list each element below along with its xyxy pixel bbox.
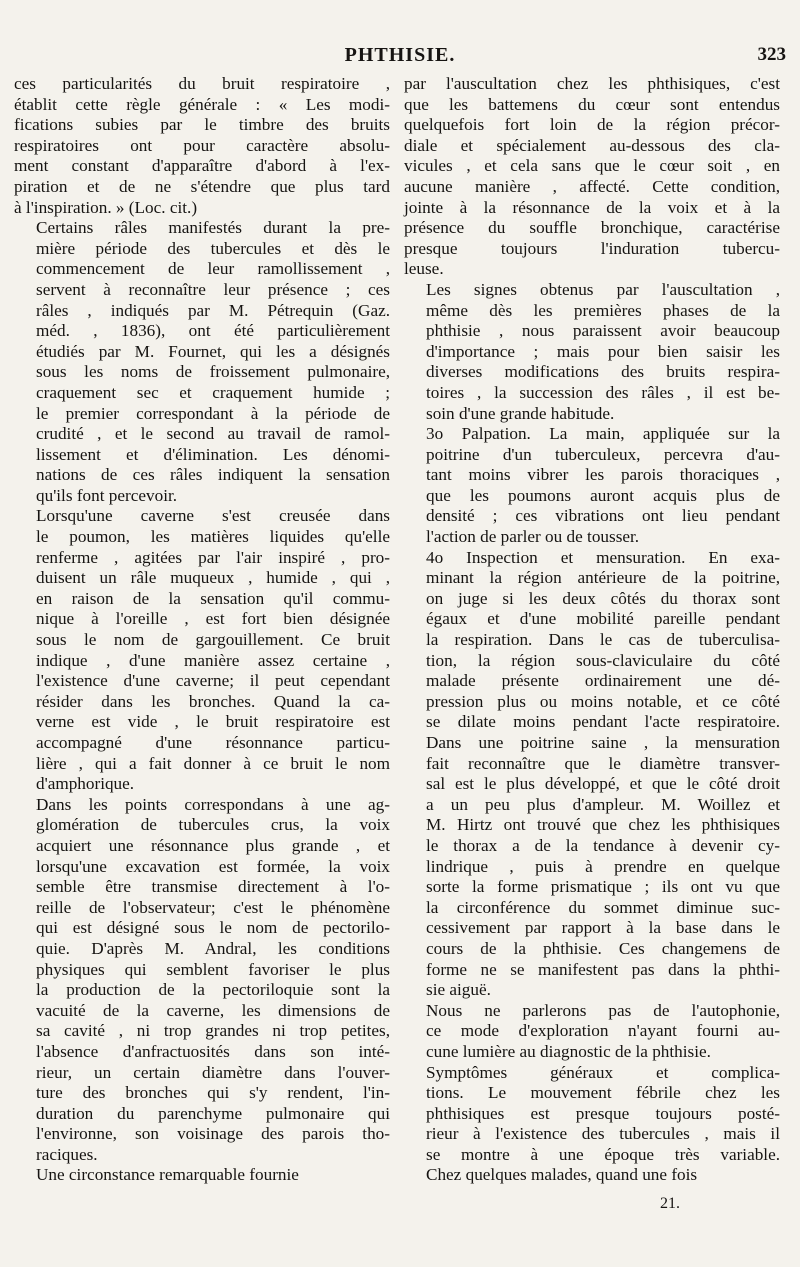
- paragraph: [404, 424, 780, 548]
- text-line: physiques qui semblent favoriser le plus: [36, 959, 390, 979]
- text-line: phthisiques est presque toujours posté-: [426, 1103, 780, 1123]
- text-line: ture des bronches qui s'y rendent, l'in-: [36, 1083, 390, 1103]
- text-line: craquement sec et craquement humide ;: [36, 382, 390, 402]
- text-line: Nous ne parlerons pas de l'autophonie,: [426, 1000, 780, 1020]
- text-line: presque toujours l'induration tubercu-: [404, 238, 780, 258]
- text-line: lissement et d'élimination. Les dénomi-: [36, 444, 390, 464]
- text-line: acquiert une résonnance plus grande , et: [36, 835, 390, 855]
- text-line: pression plus ou moins notable, et ce côté: [426, 691, 780, 711]
- text-line: cune lumière au diagnostic de la phthisie.: [426, 1041, 711, 1061]
- paragraph: [404, 548, 780, 1001]
- text-line: fications subies par le timbre des bruits: [14, 115, 390, 135]
- text-line: établit cette règle générale : « Les modi-: [14, 94, 390, 114]
- text-line: sie aiguë.: [426, 980, 491, 1000]
- running-head: [0, 44, 800, 74]
- text-line: sal est le plus développé, et que le côté droit: [426, 774, 780, 794]
- text-line: rieur à l'existence des tubercules , mais il: [426, 1124, 780, 1144]
- text-line: forme ne se manifestent pas dans la phthi-: [426, 959, 780, 979]
- text-line: sous les noms de froissement pulmonaire,: [36, 362, 390, 382]
- text-line: duration du parenchyme pulmonaire qui: [36, 1103, 390, 1123]
- text-line: Symptômes généraux et complica-: [426, 1062, 780, 1082]
- text-line: soin d'une grande habitude.: [426, 403, 615, 423]
- text-line: tion, la région sous-claviculaire du côté: [426, 650, 780, 670]
- text-line: cessivement par rapport à la base dans le: [426, 918, 780, 938]
- text-line: leuse.: [404, 259, 444, 279]
- text-line: diale et spécialement au-dessous des cla-: [404, 135, 780, 155]
- text-line: duisent un râle muqueux , humide , qui ,: [36, 568, 390, 588]
- text-line: même dès les premières phases de la: [426, 300, 780, 320]
- text-line: fait reconnaître que le diamètre transver-: [426, 753, 780, 773]
- text-line: a un peu plus d'ampleur. M. Woillez et: [426, 794, 780, 814]
- text-line: le poumon, les matières liquides qu'elle: [36, 527, 390, 547]
- text-line: étudiés par M. Fournet, qui les a désignés: [36, 341, 390, 361]
- text-line: M. Hirtz ont trouvé que chez les phthisiques: [426, 815, 780, 835]
- text-line: mière période des tubercules et dès le: [36, 238, 390, 258]
- paragraph: [14, 506, 390, 794]
- text-line: méd. , 1836), ont été particulièrement: [36, 321, 390, 341]
- text-line: Dans une poitrine saine , la mensuration: [426, 733, 780, 752]
- text-line: râles , indiqués par M. Pétrequin (Gaz.: [36, 300, 390, 320]
- text-line: quie. D'après M. Andral, les conditions: [36, 938, 390, 958]
- text-line: renferme , agitées par l'air inspiré , pro-: [36, 547, 390, 567]
- text-line: quelquefois fort loin de la région précor-: [404, 115, 780, 135]
- left-column: [14, 74, 390, 1186]
- text-line: se montre à une époque très variable.: [426, 1144, 780, 1164]
- text-line: sorte la forme prismatique ; ils ont vu que: [426, 877, 780, 897]
- text-line: la circonférence du sommet diminue suc-: [426, 897, 780, 917]
- paragraph: [404, 1063, 780, 1187]
- text-line: nique à l'oreille , est fort bien désignée: [36, 609, 390, 629]
- page-title: PHTHISIE.: [344, 44, 456, 66]
- text-line: vacuité de la caverne, les dimensions de: [36, 1000, 390, 1020]
- text-line: ce mode d'exploration n'ayant fourni au-: [426, 1021, 780, 1041]
- text-line: sous le nom de gargouillement. Ce bruit: [36, 630, 390, 650]
- text-line: respiratoires ont pour caractère absolu-: [14, 135, 390, 155]
- paragraph: [14, 218, 390, 506]
- text-line: toires , la succession des râles , il est be-: [426, 382, 780, 402]
- text-line: ment constant d'apparaître d'abord à l'ex-: [14, 156, 390, 176]
- text-line: égaux et d'une mobilité pareille pendant: [426, 609, 780, 629]
- text-line: on juge si les deux côtés du thorax sont: [426, 588, 780, 608]
- text-line: d'importance ; mais pour bien saisir les: [426, 341, 780, 361]
- text-line: tions. Le mouvement fébrile chez les: [426, 1083, 780, 1103]
- text-line: lindrique , puis à prendre en quelque: [426, 856, 780, 876]
- text-line: sa cavité , ni trop grandes ni trop petites,: [36, 1021, 390, 1041]
- text-line: raciques.: [36, 1144, 98, 1164]
- text-line: qui est désigné sous le nom de pectorilo-: [36, 918, 390, 938]
- text-line: par l'auscultation chez les phthisiques, c'est: [404, 74, 780, 93]
- text-line: aucune manière , affecté. Cette condition,: [404, 176, 780, 196]
- text-line: ces particularités du bruit respiratoire ,: [14, 74, 390, 93]
- signature-mark: 21.: [660, 1195, 680, 1212]
- page-number: 323: [757, 44, 786, 65]
- text-line: la respiration. Dans le cas de tuberculisa-: [426, 630, 780, 650]
- text-line: verne est vide , le bruit respiratoire est: [36, 712, 390, 732]
- text-line: Les signes obtenus par l'auscultation ,: [426, 279, 780, 299]
- text-line: densité ; ces vibrations ont lieu pendant: [426, 506, 780, 526]
- text-line: d'amphorique.: [36, 774, 135, 794]
- text-line: semble être transmise directement à l'o-: [36, 877, 390, 897]
- text-line: qu'ils font percevoir.: [36, 485, 178, 505]
- text-line: rieur, un certain diamètre dans l'ouver-: [36, 1062, 390, 1082]
- paragraph: [404, 280, 780, 424]
- text-line: piration et de ne s'étendre que plus tard: [14, 176, 390, 196]
- text-line: en raison de la sensation qu'il commu-: [36, 588, 390, 608]
- text-line: résider dans les bronches. Quand la ca-: [36, 691, 390, 711]
- text-line: que les poumons auront acquis plus de: [426, 485, 780, 505]
- text-line: le thorax a de la tendance à devenir cy-: [426, 835, 780, 855]
- text-line: Une circonstance remarquable fournie: [36, 1165, 299, 1185]
- paragraph: [14, 795, 390, 1166]
- paragraph: [14, 74, 390, 218]
- text-line: à l'inspiration. » (Loc. cit.): [14, 197, 198, 217]
- paragraph: [404, 74, 780, 280]
- text-line: Dans les points correspondans à une ag-: [36, 794, 390, 814]
- text-line: minant la région antérieure de la poitrine,: [426, 568, 780, 588]
- text-line: reille de l'observateur; c'est le phénomène: [36, 897, 390, 917]
- text-line: vicules , et cela sans que le cœur soit , en: [404, 156, 780, 176]
- text-line: indique , d'une manière assez certaine ,: [36, 650, 390, 670]
- text-line: la production de la pectoriloquie sont la: [36, 980, 390, 1000]
- text-line: l'existence d'une caverne; il peut cependant: [36, 671, 390, 691]
- right-column: [404, 74, 780, 1186]
- text-line: l'absence d'anfractuosités dans son inté-: [36, 1041, 390, 1061]
- text-line: phthisie , nous paraissent avoir beaucoup: [426, 321, 780, 341]
- text-line: l'action de parler ou de tousser.: [426, 527, 640, 547]
- text-line: le premier correspondant à la période de: [36, 403, 390, 423]
- text-line: lorsqu'une excavation est formée, la voix: [36, 856, 390, 876]
- text-line: nations de ces râles indiquent la sensation: [36, 465, 390, 485]
- text-line: commencement de leur ramollissement ,: [36, 259, 390, 279]
- text-line: poitrine d'un tuberculeux, percevra d'au-: [426, 444, 780, 464]
- paragraph: [14, 1165, 390, 1186]
- text-line: lière , qui a fait donner à ce bruit le nom: [36, 753, 390, 773]
- text-line: cours de la phthisie. Ces changemens de: [426, 938, 780, 958]
- text-line: glomération de tubercules crus, la voix: [36, 815, 390, 835]
- text-line: se dilate moins pendant l'acte respiratoire.: [426, 712, 780, 732]
- text-line: accompagné d'une résonnance particu-: [36, 733, 390, 752]
- text-line: Lorsqu'une caverne s'est creusée dans: [36, 506, 390, 526]
- text-line: que les battemens du cœur sont entendus: [404, 94, 780, 114]
- text-line: l'environne, son voisinage des parois tho-: [36, 1124, 390, 1144]
- text-line: diverses modifications des bruits respira-: [426, 362, 780, 382]
- text-line: tant moins vibrer les parois thoraciques ,: [426, 465, 780, 485]
- text-line: 4o Inspection et mensuration. En exa-: [426, 547, 780, 567]
- text-line: présence du souffle bronchique, caractérise: [404, 218, 780, 238]
- text-line: servent à reconnaître leur présence ; ces: [36, 279, 390, 299]
- text-line: crudité , et le second au travail de ramol-: [36, 424, 390, 444]
- text-line: 3o Palpation. La main, appliquée sur la: [426, 424, 780, 444]
- text-line: Certains râles manifestés durant la pre-: [36, 218, 390, 238]
- text-line: malade présente ordinairement une dé-: [426, 671, 780, 691]
- text-line: Chez quelques malades, quand une fois: [426, 1165, 698, 1185]
- text-line: jointe à la résonnance de la voix et à la: [404, 197, 780, 217]
- paragraph: [404, 1001, 780, 1063]
